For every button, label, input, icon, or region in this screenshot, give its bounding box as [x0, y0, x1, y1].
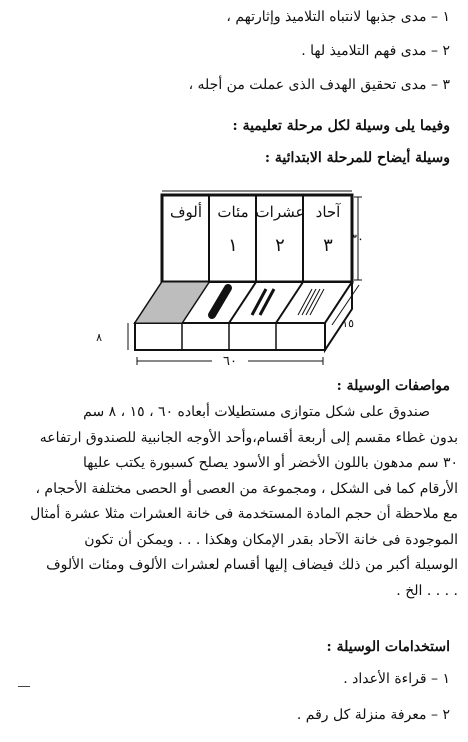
- specs-line: صندوق على شكل متوازى مستطيلات أبعاده ٦٠ ، ١٥ ، ٨ سم: [83, 404, 430, 420]
- header-tens: عشرات: [255, 203, 305, 221]
- specs-paragraph: [13, 400, 458, 604]
- digit-tens: ٢: [275, 235, 285, 256]
- specs-heading: مواصفات الوسيلة :: [336, 378, 450, 394]
- specs-line: بدون غطاء مقسم إلى أربعة أقسام،وأحد الأوجه الجانبية للصندوق ارتفاعه: [39, 429, 458, 446]
- sub-heading: وسيلة أيضاح للمرحلة الابتدائية :: [264, 150, 450, 166]
- uses-item-2: ٢ – معرفة منزلة كل رقم .: [296, 707, 450, 723]
- uses-item-1: ١ – قراءة الأعداد .: [343, 671, 450, 687]
- section-heading: وفيما يلى وسيلة لكل مرحلة تعليمية :: [232, 118, 450, 134]
- intro-item-2: ٢ – مدى فهم التلاميذ لها .: [301, 43, 450, 59]
- header-units: آحاد: [315, 203, 341, 221]
- specs-line: . . . . الخ .: [396, 582, 458, 599]
- header-hundreds: مئات: [217, 203, 249, 221]
- dimension-base-label: ٨: [96, 331, 102, 344]
- specs-line: الأرقام كما فى الشكل ، ومجموعة من العصى أو الحصى مختلفة الأحجام ،: [35, 480, 458, 497]
- dimension-depth-label: ١٥: [342, 317, 354, 330]
- intro-item-1: ١ – مدى جذبها لانتباه التلاميذ وإثارتهم ،: [226, 9, 450, 25]
- specs-line: الموجودة فى خانة الآحاد بقدر الإمكان وهكذا . . . ويمكن أن تكون: [84, 531, 458, 548]
- specs-line: الوسيلة أكبر من ذلك فيضاف إليها أقسام لعشرات الألوف ومئات الألوف: [46, 557, 458, 573]
- dimension-height-label: ٣٠: [350, 232, 364, 247]
- digit-hundreds: ١: [228, 235, 238, 256]
- digit-units: ٣: [323, 235, 333, 256]
- place-value-box-figure: [96, 185, 390, 370]
- specs-line: مع ملاحظة أن حجم المادة المستخدمة فى خانة العشرات مثلا عشرة أمثال: [30, 506, 458, 522]
- uses-heading: استخدامات الوسيلة :: [326, 639, 450, 655]
- intro-item-3: ٣ – مدى تحقيق الهدف الذى عملت من أجله ،: [188, 77, 450, 93]
- margin-mark: [18, 686, 30, 687]
- header-thousands: ألوف: [169, 203, 203, 221]
- specs-line: ٣٠ سم مدهون باللون الأخضر أو الأسود يصلح كسبورة يكتب عليها: [83, 455, 458, 471]
- dimension-width-label: ٦٠: [223, 354, 237, 369]
